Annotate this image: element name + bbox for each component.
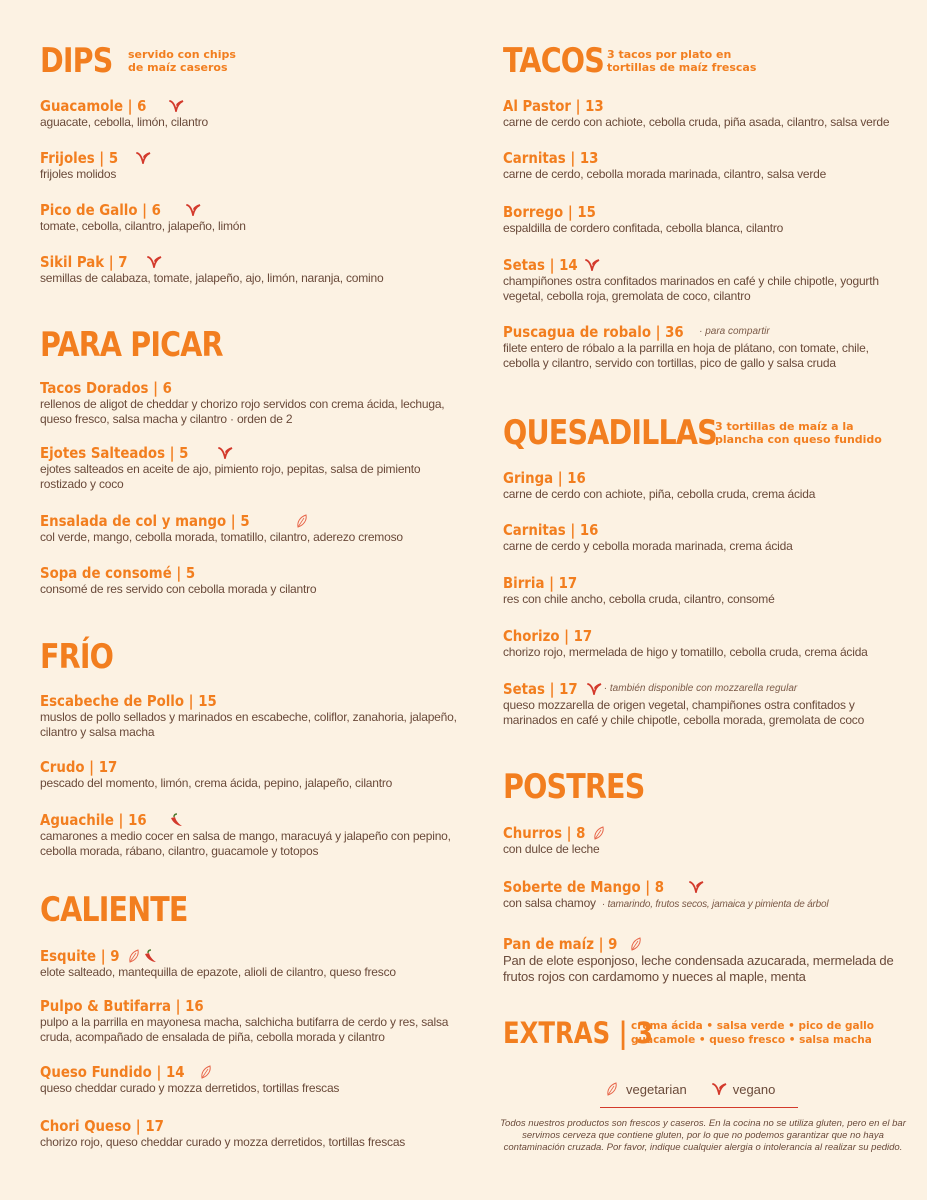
item-name: Setas | 17 [503, 680, 578, 698]
item-desc: muslos de pollo sellados y marinados en escabeche, coliflor, zanahoria, jalapeño, cilantro y salsa macha [40, 710, 457, 739]
menu-item [503, 680, 903, 728]
item-desc: tomate, cebolla, cilantro, jalapeño, limón [40, 219, 246, 233]
item-desc: filete entero de róbalo a la parrilla en hoja de plátano, con tomate, chile, cebolla y cilantro, servido con tortillas, pico de gallo y salsa cruda [503, 341, 869, 370]
item-note: · para compartir [699, 326, 770, 337]
menu-item [40, 758, 460, 791]
disclaimer: Todos nuestros productos son frescos y caseros. En la cocina no se utiliza gluten, pero en el bar servimos cerveza que contiene gluten, por lo que no podemos garantizar que no haya contaminación cruzada. Por favor, indique cualquier alergia o intolerancia al realizar su pedido. [500, 1118, 906, 1153]
para-picar-section-header [40, 325, 257, 365]
frio-section-header [40, 637, 127, 677]
menu-item [40, 1063, 460, 1096]
menu-item [503, 256, 903, 304]
vegan-icon [711, 1081, 727, 1097]
item-desc: pulpo a la parrilla en mayonesa macha, salchicha butifarra de cerdo y res, salsa cruda, acompañado de ensalada de piña, cebolla morada y cilantro [40, 1015, 449, 1044]
menu-item [40, 512, 460, 545]
menu-item [40, 97, 460, 130]
vegan-icon [185, 202, 201, 218]
postres-section-header [503, 767, 671, 807]
item-desc: queso mozzarella de origen vegetal, champiñones ostra confitados y marinados en café y chile chipotle, cebolla morada, gremolata de coco [503, 698, 865, 727]
tacos-section-header [503, 41, 757, 81]
quesadillas-section-header [503, 413, 882, 453]
menu-item [40, 201, 460, 234]
item-desc: champiñones ostra confitados marinados en café y chile chipotle, yogurth vegetal, cebolla roja, gremolata de coco, cilantro [503, 274, 879, 303]
vegan-icon [168, 98, 184, 114]
item-desc: con salsa chamoy [503, 896, 596, 910]
item-desc: con dulce de leche [503, 842, 600, 856]
item-desc: consomé de res servido con cebolla morada y cilantro [40, 582, 317, 596]
item-desc: Pan de elote esponjoso, leche condensada azucarada, mermelada de frutos rojos con cardamomo y nueces al maple, menta [503, 953, 894, 984]
vegan-icon [135, 150, 151, 166]
item-desc: espaldilla de cordero confitada, cebolla blanca, cilantro [503, 221, 784, 235]
item-desc: elote salteado, mantequilla de epazote, alioli de cilantro, queso fresco [40, 965, 396, 979]
section-title: QUESADILLAS [503, 413, 717, 453]
dips-section-header [40, 41, 236, 81]
item-name: Carnitas | 13 [503, 149, 599, 167]
menu-item [503, 574, 903, 607]
item-desc: carne de cerdo, cebolla morada marinada, cilantro, salsa verde [503, 167, 827, 181]
vegan-icon [586, 681, 602, 697]
item-name: Ejotes Salteados | 5 [40, 444, 189, 462]
menu-item [503, 323, 903, 371]
vegan-icon [584, 257, 600, 273]
legend-vegan-label: vegano [732, 1081, 776, 1097]
caliente-section-header [40, 890, 216, 930]
section-title: CALIENTE [40, 890, 188, 930]
item-name: Gringa | 16 [503, 469, 586, 487]
item-desc: rellenos de aligot de cheddar y chorizo rojo servidos con crema ácida, lechuga, queso fresco, salsa macha y cilantro · orden de 2 [40, 397, 445, 426]
vegan-icon [688, 879, 704, 895]
item-name: Puscagua de robalo | 36 [503, 323, 684, 341]
item-name: Borrego | 15 [503, 203, 596, 221]
vegan-icon [217, 445, 233, 461]
section-title: DIPS [40, 41, 113, 81]
item-name: Setas | 14 [503, 256, 578, 274]
menu-item [40, 444, 460, 492]
item-name: Frijoles | 5 [40, 149, 119, 167]
menu-item [40, 1117, 460, 1150]
item-desc: semillas de calabaza, tomate, jalapeño, ajo, limón, naranja, comino [40, 271, 384, 285]
section-note: 3 tacos por plato en tortillas de maíz frescas [607, 48, 757, 74]
item-name: Al Pastor | 13 [503, 97, 604, 115]
menu-item [40, 947, 460, 980]
item-name: Esquite | 9 [40, 947, 120, 965]
section-note: 3 tortillas de maíz a la plancha con queso fundido [715, 420, 882, 446]
item-name: Soberte de Mango | 8 [503, 878, 665, 896]
section-title: PARA PICAR [40, 325, 223, 365]
legend-divider [600, 1107, 798, 1108]
vegetarian-icon [604, 1081, 620, 1097]
item-desc-row [503, 896, 903, 912]
menu-item [503, 878, 903, 912]
item-desc: ejotes salteados en aceite de ajo, pimiento rojo, pepitas, salsa de pimiento rostizado y coco [40, 462, 421, 491]
menu-item [503, 469, 903, 502]
item-name: Chorizo | 17 [503, 627, 593, 645]
menu-item [503, 935, 903, 985]
item-name: Pulpo & Butifarra | 16 [40, 997, 204, 1015]
item-desc: camarones a medio cocer en salsa de mango, maracuyá y jalapeño con pepino, cebolla morada, rábano, cilantro, guacamole y totopos [40, 829, 451, 858]
menu-item [40, 149, 460, 182]
item-desc: frijoles molidos [40, 167, 117, 181]
chili-icon [142, 948, 158, 964]
item-name: Birria | 17 [503, 574, 578, 592]
extras-line: crema ácida • salsa verde • pico de gallo [631, 1020, 874, 1032]
vegetarian-icon [198, 1064, 214, 1080]
item-desc: col verde, mango, cebolla morada, tomatillo, cilantro, aderezo cremoso [40, 530, 403, 544]
item-name: Crudo | 17 [40, 758, 118, 776]
menu-item [503, 824, 903, 857]
item-name: Ensalada de col y mango | 5 [40, 512, 250, 530]
item-name: Queso Fundido | 14 [40, 1063, 185, 1081]
menu-item [503, 627, 903, 660]
item-name: Pan de maíz | 9 [503, 935, 618, 953]
menu-item [503, 149, 903, 182]
item-name: Churros | 8 [503, 824, 586, 842]
item-name: Escabeche de Pollo | 15 [40, 692, 217, 710]
item-desc: res con chile ancho, cebolla cruda, cilantro, consomé [503, 592, 775, 606]
menu-item [40, 811, 460, 859]
item-desc: chorizo rojo, mermelada de higo y tomatillo, cebolla cruda, crema ácida [503, 645, 868, 659]
legend [604, 1081, 775, 1097]
section-title: TACOS [503, 41, 604, 81]
item-name: Sopa de consomé | 5 [40, 564, 196, 582]
item-desc: aguacate, cebolla, limón, cilantro [40, 115, 208, 129]
vegetarian-icon [591, 825, 607, 841]
item-note: · también disponible con mozzarella regular [603, 683, 798, 694]
item-name: Aguachile | 16 [40, 811, 147, 829]
menu-item [503, 521, 903, 554]
menu-item [40, 564, 460, 597]
item-desc: queso cheddar curado y mozza derretidos, tortillas frescas [40, 1081, 340, 1095]
chili-icon [168, 812, 184, 828]
menu-item [503, 97, 903, 130]
extras-section [503, 1016, 876, 1050]
item-desc: chorizo rojo, queso cheddar curado y mozza derretidos, tortillas frescas [40, 1135, 406, 1149]
item-name: Guacamole | 6 [40, 97, 147, 115]
item-desc: carne de cerdo y cebolla morada marinada, crema ácida [503, 539, 793, 553]
vegan-icon [146, 254, 162, 270]
section-title: POSTRES [503, 767, 645, 807]
menu-item [40, 253, 460, 286]
item-desc: carne de cerdo con achiote, piña, cebolla cruda, crema ácida [503, 487, 816, 501]
item-desc: carne de cerdo con achiote, cebolla cruda, piña asada, cilantro, salsa verde [503, 115, 890, 129]
section-note: servido con chips de maíz caseros [128, 48, 236, 74]
item-name: Carnitas | 16 [503, 521, 599, 539]
menu-item [40, 692, 460, 740]
item-desc: pescado del momento, limón, crema ácida, pepino, jalapeño, cilantro [40, 776, 393, 790]
menu-item [503, 203, 903, 236]
extras-line: guacamole • queso fresco • salsa macha [631, 1034, 872, 1046]
menu-item [40, 379, 460, 427]
extras-title: EXTRAS | 3 [503, 1016, 654, 1050]
vegetarian-icon [628, 936, 644, 952]
menu-item [40, 997, 460, 1045]
legend-vegetarian-label: vegetarian [626, 1081, 687, 1097]
item-note: · tamarindo, frutos secos, jamaica y pimienta de árbol [601, 899, 829, 910]
section-title: FRÍO [40, 637, 114, 677]
item-name: Tacos Dorados | 6 [40, 379, 172, 397]
vegetarian-icon [294, 513, 310, 529]
extras-list [631, 1019, 876, 1047]
item-name: Sikil Pak | 7 [40, 253, 128, 271]
item-name: Chori Queso | 17 [40, 1117, 164, 1135]
vegetarian-icon [126, 948, 142, 964]
item-name: Pico de Gallo | 6 [40, 201, 161, 219]
